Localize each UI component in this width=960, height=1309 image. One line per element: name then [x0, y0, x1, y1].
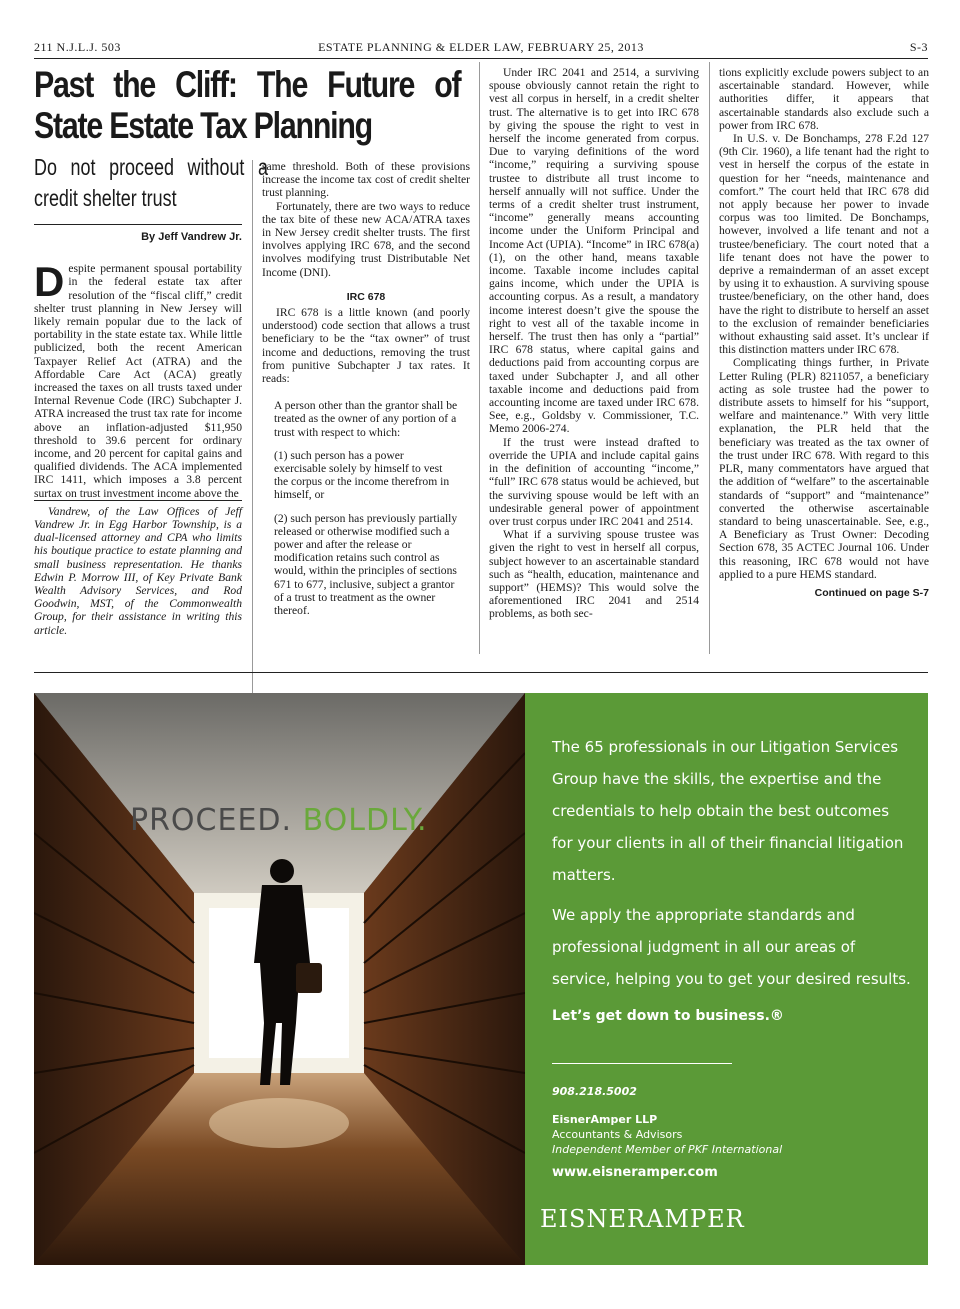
slogan-boldly: BOLDLY. — [302, 803, 428, 838]
statute-quote: A person other than the grantor shall be treated as the owner of any portion of a trust with respect to which: — [274, 399, 458, 439]
library-photo — [34, 693, 525, 1265]
article-column-3 — [489, 66, 699, 621]
paragraph: If the trust were instead drafted to override the UPIA and include capital gains in the definition of accounting “income,” “full” IRC 678 status would be achieved, but the surviving spouse would be left with an undesirable general power of appointment over trust corpus under IRC 2041 and 2514. — [489, 435, 699, 528]
statute-quote: (2) such person has previously partially released or otherwise modified such a power and after the release or modification retains such control as would, within the principles of sections 671 to 677, inclusive, subject a grantor of a trust to treatment as the owner thereof. — [274, 511, 458, 618]
ad-separator-rule — [34, 672, 928, 673]
header-rule — [34, 58, 928, 59]
drop-cap: D — [34, 258, 65, 306]
header-section-date: ESTATE PLANNING & ELDER LAW, FEBRUARY 25, 2013 — [318, 40, 644, 54]
paragraph: In U.S. v. De Bonchamps, 278 F.2d 127 (9th Cir. 1960), a life tenant had the right to vest in herself the corpus of the estate in question for her “needs, maintenance and comfort.” The court held that IRC 678 did not apply because her power to invade corpus was too limited. De Bonchamps, however, involved a life tenant and not a trustee/beneficiary. The court noted that a life tenant does not have the power to deprive a remainderman of an asset except by using it to exhaustion. A surviving spouse trustee/beneficiary, on the other hand, does have the right to distribute to herself an asset to the exclusion of remainder beneficiaries without exhausting said asset. It’s unclear if this distinction matters under IRC 678. — [719, 132, 929, 357]
article-byline: By Jeff Vandrew Jr. — [34, 224, 242, 244]
article-title: Past the Cliff: The Future of State Estate Tax Planning — [34, 64, 461, 146]
paragraph: IRC 678 is a little known (and poorly understood) code section that allows a trust beneficiary to be the “tax owner” of trust income and deductions, removing the trust from punitive Subchapter J tax rates. It reads: — [262, 306, 470, 386]
header-citation: 211 N.J.L.J. 503 — [34, 40, 121, 54]
paragraph: same threshold. Both of these provisions increase the income tax cost of credit shelter trust planning. — [262, 160, 470, 200]
header-page-number: S-3 — [909, 40, 928, 54]
column-divider — [252, 160, 253, 750]
ad-phone: 908.218.5002 — [552, 1085, 637, 1098]
continued-notice: Continued on page S-7 — [814, 586, 929, 599]
ad-paragraph: We apply the appropriate standards and professional judgment in all our areas of service, helping you to get your desired results. — [552, 906, 911, 988]
eisneramper-logo: EISNERAMPER — [540, 1205, 745, 1233]
ad-website: www.eisneramper.com — [552, 1165, 718, 1180]
paragraph: tions explicitly exclude powers subject to an ascertainable standard. However, while authorities differ, it appears that ascertainable standards also exclude such a power from IRC 678. — [719, 66, 929, 132]
ad-paragraph: The 65 professionals in our Litigation Services Group have the skills, the expertise and the credentials to help obtain the best outcomes for your clients in all of their financial litigation matters. — [552, 738, 904, 884]
article-column-2 — [262, 160, 470, 617]
paragraph: What if a surviving spouse trustee was given the right to vest in herself all corpus, subject however to an ascertainable standard such as “health, education, maintenance and support” (HEMS)? This would solve the aforementioned IRC 2041 and 2514 problems, as both sec- — [489, 528, 699, 621]
ad-tagline: Let’s get down to business.® — [552, 1008, 784, 1024]
author-bio: Vandrew, of the Law Offices of Jeff Vandrew Jr. in Egg Harbor Township, is a dual-licensed attorney and CPA who limits his boutique practice to estate planning and small business representation. He thanks Edwin P. Morrow III, of Key Private Bank Wealth Advisory Services, and Rod Goodwin, MST, of the Commonwealth Group, for their assistance in writing this article. — [34, 500, 242, 637]
advertisement — [34, 693, 928, 1265]
ad-firm-name: EisnerAmper LLP — [552, 1113, 658, 1126]
library-corridor-image — [34, 693, 525, 1265]
ad-divider — [552, 1063, 732, 1064]
paragraph: Complicating things further, in Private Letter Ruling (PLR) 8211057, a beneficiary acting as sole trustee had the power to distribute assets to himself for his “support, welfare and maintenance.” With very little explanation, the PLR held that the beneficiary was treated as the tax owner of the trust under IRC 678. With regard to this PLR, many commentators have argued that the addition of “welfare” to the ascertainable standards of “support” and “maintenance” converted the otherwise ascertainable standard to being unascertainable. See, e.g., A Beneficiary as Trust Owner: Decoding Section 678, 35 ACTEC Journal 106. Under this reasoning, IRC 678 would not have applied to a pure HEMS standard. — [719, 356, 929, 581]
ad-firm-membership: Independent Member of PKF International — [552, 1143, 783, 1156]
paragraph: Fortunately, there are two ways to reduce the tax bite of these new ACA/ATRA taxes in New Jersey credit shelter trusts. The first involves applying IRC 678, and the second involves modifying trust Distributable Net Income (DNI). — [262, 199, 470, 279]
slogan-proceed: PROCEED. — [130, 803, 293, 838]
page-header — [34, 40, 928, 56]
section-heading: IRC 678 — [346, 290, 386, 303]
lead-paragraph — [34, 258, 242, 500]
column-divider — [479, 62, 480, 654]
article-subtitle: Do not proceed without a credit shelter trust — [34, 154, 268, 211]
paragraph: Under IRC 2041 and 2514, a surviving spouse obviously cannot retain the right to vest all corpus in herself, in a credit shelter trust. The alternative is to get into IRC 678 by giving the spouse the right to vest in herself the income generated from corpus. Due to varying definitions of the word “income,” requiring a surviving spouse trustee to distribute all trust income to herself annually will not suffice. Under the terms of a credit shelter trust instrument, “income” generally means accounting income under the Uniform Principal and Income Act (UPIA). “Income” in IRC 678(a)(1), on the other hand, means taxable income. Taxable income includes capital gains income, which under the UPIA is accounting corpus. As a result, a mandatory income interest doesn’t give the spouse the right to vest all of the taxable income in herself. The trust then has only a “partial” IRC 678 status, where capital gains and deductions paid from accounting corpus are taxed under Subchapter J, and all other taxable income and deductions paid from accounting income are taxed under IRC 678. See, e.g., Goldsby v. Commissioner, T.C. Memo 2006-274. — [489, 66, 699, 436]
ad-firm-description: Accountants & Advisors — [552, 1128, 683, 1141]
ad-slogan — [130, 803, 428, 838]
article-column-4 — [719, 66, 929, 600]
statute-quote: (1) such person has a power exercisable solely by himself to vest the corpus or the income therefrom in himself, or — [274, 448, 450, 502]
column-divider — [709, 62, 710, 654]
ad-text-panel — [525, 693, 928, 1265]
lead-paragraph-text: espite permanent spousal portability in the federal estate tax after resolution of the “fiscal cliff,” credit shelter trust planning in New Jersey will likely remain popular due to the lack of portability in the state estate tax. While little publicized, both the recent American Taxpayer Relief Act (ATRA) and the Affordable Care Act (ACA) greatly increased the taxes on all trusts taxed under Internal Revenue Code (IRC) Subchapter J. ATRA increased the trust tax rate for income above an inflation-adjusted $11,950 threshold to 39.6 percent for ordinary income, and 20 percent for capital gains and qualified dividends. The ACA implemented IRC 1411, which imposes a 3.8 percent surtax on trust investment income above the — [34, 262, 242, 500]
